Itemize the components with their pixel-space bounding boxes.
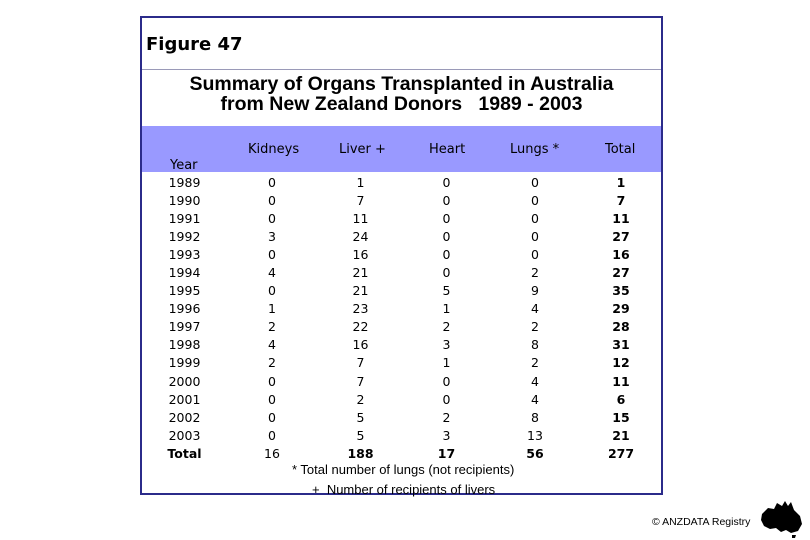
cell-kidneys: 0 <box>268 246 276 262</box>
cell-heart: 3 <box>442 337 451 353</box>
table-row <box>142 426 661 444</box>
cell-kidneys: 0 <box>268 373 276 389</box>
table-row <box>142 282 661 300</box>
header-lungs: Lungs * <box>510 142 560 157</box>
cell-total: 11 <box>612 210 630 226</box>
table-row <box>142 300 661 318</box>
cell-year: 1994 <box>168 265 201 281</box>
cell-year: 2003 <box>168 427 201 443</box>
cell-total: 7 <box>616 192 626 208</box>
cell-kidneys: 2 <box>268 319 276 335</box>
table-row <box>142 173 661 191</box>
cell-total: 15 <box>612 409 630 425</box>
cell-lungs: 4 <box>531 373 539 389</box>
figure-separator <box>142 69 661 70</box>
cell-lungs: 0 <box>531 192 539 208</box>
header-total: Total <box>605 142 636 157</box>
cell-liver: 22 <box>352 319 369 335</box>
cell-liver: 21 <box>352 265 369 281</box>
table-row <box>142 245 661 263</box>
cell-liver: 5 <box>356 409 365 425</box>
table-row <box>142 227 661 245</box>
cell-heart: 1 <box>442 355 451 371</box>
cell-heart: 0 <box>442 228 451 244</box>
cell-lungs: 0 <box>531 228 539 244</box>
cell-lungs: 8 <box>531 337 539 353</box>
cell-heart: 0 <box>442 210 451 226</box>
cell-total: 277 <box>607 445 635 461</box>
cell-year: 1999 <box>168 355 201 371</box>
cell-lungs: 9 <box>531 283 539 299</box>
cell-total: 6 <box>616 391 626 407</box>
header-liver: Liver + <box>339 142 386 157</box>
table-row <box>142 318 661 336</box>
cell-liver: 16 <box>352 337 369 353</box>
cell-liver: 5 <box>356 427 365 443</box>
title-line-1: Summary of Organs Transplanted in Australia <box>189 73 614 95</box>
cell-kidneys: 4 <box>268 265 276 281</box>
cell-heart: 0 <box>442 373 451 389</box>
copyright-footer: © ANZDATA Registry <box>652 516 751 528</box>
cell-kidneys: 0 <box>268 283 276 299</box>
cell-year: 1990 <box>168 192 201 208</box>
cell-heart: 2 <box>442 319 451 335</box>
cell-total: 21 <box>612 427 630 443</box>
cell-heart: 0 <box>442 192 451 208</box>
cell-kidneys: 16 <box>264 445 280 461</box>
cell-lungs: 56 <box>526 445 544 461</box>
cell-heart: 1 <box>442 301 451 317</box>
cell-kidneys: 2 <box>268 355 276 371</box>
cell-lungs: 8 <box>531 409 539 425</box>
cell-kidneys: 0 <box>268 391 276 407</box>
cell-year: 1997 <box>168 319 201 335</box>
table-row <box>142 408 661 426</box>
cell-year: 1996 <box>168 301 201 317</box>
cell-total: 11 <box>612 373 630 389</box>
totals-row <box>142 444 661 462</box>
figure-frame <box>140 16 663 495</box>
cell-lungs: 2 <box>531 265 539 281</box>
cell-liver: 2 <box>356 391 365 407</box>
table-row <box>142 191 661 209</box>
cell-heart: 0 <box>442 265 451 281</box>
cell-lungs: 0 <box>531 210 539 226</box>
table-row <box>142 336 661 354</box>
cell-liver: 16 <box>352 246 369 262</box>
header-heart: Heart <box>429 142 466 157</box>
header-kidneys: Kidneys <box>248 142 300 157</box>
cell-lungs: 4 <box>531 301 539 317</box>
cell-year: 1998 <box>168 337 201 353</box>
header-year: Year <box>170 158 198 173</box>
cell-year: 1991 <box>168 210 201 226</box>
cell-total: 29 <box>612 301 630 317</box>
cell-total: 31 <box>612 337 630 353</box>
cell-kidneys: 0 <box>268 192 276 208</box>
cell-year: 1992 <box>168 228 201 244</box>
cell-heart: 0 <box>442 391 451 407</box>
cell-liver: 7 <box>356 192 365 208</box>
cell-lungs: 0 <box>531 246 539 262</box>
cell-kidneys: 0 <box>268 427 276 443</box>
table-body <box>142 173 661 463</box>
cell-heart: 5 <box>442 283 451 299</box>
cell-year: 1989 <box>168 174 201 190</box>
cell-total: 1 <box>616 174 626 190</box>
footnote-livers: + Number of recipients of livers <box>312 482 496 497</box>
cell-kidneys: 0 <box>268 210 276 226</box>
table-row <box>142 263 661 281</box>
footnote-lungs: * Total number of lungs (not recipients) <box>292 462 515 477</box>
cell-kidneys: 3 <box>268 228 276 244</box>
cell-lungs: 2 <box>531 355 539 371</box>
table-row <box>142 354 661 372</box>
cell-heart: 0 <box>442 174 451 190</box>
australia-map-icon <box>758 498 806 538</box>
table-title <box>142 74 661 114</box>
cell-heart: 17 <box>437 445 456 461</box>
cell-kidneys: 4 <box>268 337 276 353</box>
cell-kidneys: 1 <box>268 301 276 317</box>
cell-heart: 0 <box>442 246 451 262</box>
table-row <box>142 372 661 390</box>
cell-year: 2002 <box>168 409 201 425</box>
cell-liver: 7 <box>356 373 365 389</box>
cell-total: 27 <box>612 228 630 244</box>
cell-lungs: 13 <box>527 427 543 443</box>
cell-lungs: 4 <box>531 391 539 407</box>
data-table <box>142 173 661 463</box>
cell-heart: 3 <box>442 427 451 443</box>
cell-total: 35 <box>612 283 630 299</box>
cell-liver: 1 <box>356 174 365 190</box>
cell-total: 27 <box>612 265 630 281</box>
cell-year: 1995 <box>168 283 201 299</box>
cell-liver: 23 <box>352 301 369 317</box>
cell-year: 2000 <box>168 373 201 389</box>
cell-liver: 24 <box>352 228 369 244</box>
cell-lungs: 2 <box>531 319 539 335</box>
cell-liver: 21 <box>352 283 369 299</box>
cell-kidneys: 0 <box>268 174 276 190</box>
cell-year: 2001 <box>168 391 201 407</box>
cell-kidneys: 0 <box>268 409 276 425</box>
cell-total: 16 <box>612 246 630 262</box>
cell-lungs: 0 <box>531 174 539 190</box>
cell-liver: 7 <box>356 355 365 371</box>
table-row <box>142 209 661 227</box>
header-band <box>142 126 661 172</box>
cell-year: Total <box>167 445 202 461</box>
table-row <box>142 390 661 408</box>
cell-liver: 11 <box>352 210 369 226</box>
cell-total: 28 <box>612 319 630 335</box>
figure-label: Figure 47 <box>146 34 243 55</box>
cell-heart: 2 <box>442 409 451 425</box>
cell-total: 12 <box>612 355 630 371</box>
cell-year: 1993 <box>168 246 201 262</box>
title-line-2: from New Zealand Donors 1989 - 2003 <box>220 93 583 115</box>
cell-liver: 188 <box>347 445 374 461</box>
